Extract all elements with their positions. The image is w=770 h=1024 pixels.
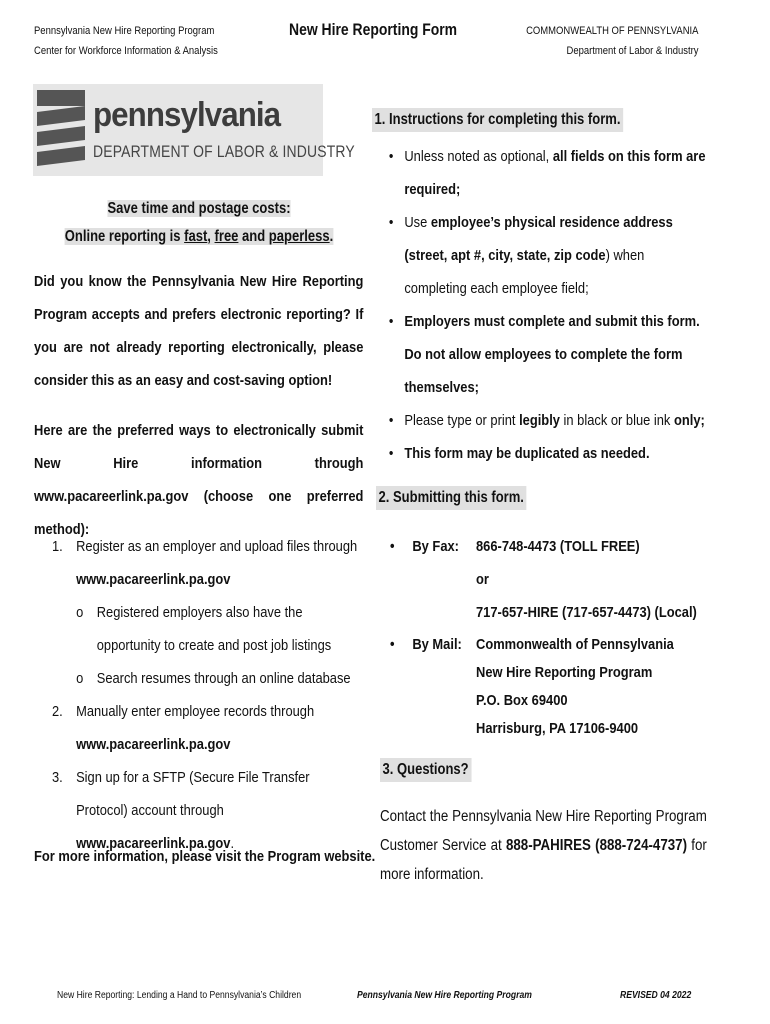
customer-service-phone: 888-PAHIRES (888-724-4737) (505, 837, 688, 854)
method-sub-item-2: o Search resumes through an online database (76, 670, 351, 687)
method-item-2: 2. Manually enter employee records through www.pacareerlink.pa.gov (52, 703, 315, 753)
section2-title: 2. Submitting this form. (376, 486, 526, 510)
instruction-bullet-4: • Please type or print legibly in black or blue ink only; (382, 404, 709, 437)
promo-paperless: paperless (268, 228, 330, 245)
footer-revised: REVISED 04 2022 (620, 990, 692, 1001)
pacareerlink-link-1[interactable]: www.pacareerlink.pa.gov (76, 571, 231, 588)
submit-methods (390, 530, 734, 743)
logo-subtitle: DEPARTMENT OF LABOR & INDUSTRY (93, 142, 355, 161)
more-info-text: For more information, please visit the Program website. (34, 848, 376, 865)
instructions-list (382, 140, 709, 470)
keystone-logo-icon (33, 84, 89, 176)
method-item-1: 1. Register as an employer and upload files through www.pacareerlink.pa.gov (52, 538, 358, 588)
fax-tollfree: 866-748-4473 (TOLL FREE) (476, 538, 640, 555)
section3-title: 3. Questions? (380, 758, 471, 782)
promo-box (34, 195, 364, 251)
footer-slogan: New Hire Reporting: Lending a Hand to Pennsylvania’s Children (57, 990, 302, 1001)
mail-line2: New Hire Reporting Program (476, 664, 653, 681)
pa-dli-logo (33, 84, 355, 176)
promo-line2: Online reporting is fast, free and paperless. (64, 228, 334, 245)
program-name: Pennsylvania New Hire Reporting Program (34, 25, 215, 37)
logo-wordmark: pennsylvania (93, 96, 281, 134)
header-left (34, 21, 218, 61)
methods-list (52, 530, 362, 860)
mail-line3: P.O. Box 69400 (476, 692, 568, 709)
promo-line1: Save time and postage costs: (107, 200, 291, 217)
fax-local: 717-657-HIRE (717-657-4473) (Local) (476, 604, 697, 621)
fax-label: By Fax: (412, 538, 459, 555)
section1-title: 1. Instructions for completing this form. (372, 108, 623, 132)
method-sub-item-1: o Registered employers also have the opportunity to create and post job listings (76, 604, 332, 654)
commonwealth-name: COMMONWEALTH OF PENNSYLVANIA (525, 25, 698, 37)
instruction-bullet-3: • Employers must complete and submit this form. Do not allow employees to complete the form themselves; (382, 305, 709, 404)
fax-block: • By Fax: 866-748-4473 (TOLL FREE) or 717-657-HIRE (717-657-4473) (Local) (390, 530, 734, 629)
fax-or: or (476, 571, 489, 588)
department-name: Department of Labor & Industry (566, 45, 698, 57)
promo-fast: fast (184, 228, 208, 245)
pacareerlink-link-2[interactable]: www.pacareerlink.pa.gov (76, 736, 231, 753)
questions-text: Contact the Pennsylvania New Hire Reporting Program Customer Service at 888-PAHIRES (888-724-4737) for more information. (380, 808, 707, 883)
section3-title-wrap (380, 758, 471, 782)
footer-program: Pennsylvania New Hire Reporting Program (357, 990, 532, 1001)
section2-title-wrap (376, 486, 526, 510)
promo-free: free (214, 228, 239, 245)
instruction-bullet-5: • This form may be duplicated as needed. (382, 437, 709, 470)
section1-title-wrap (372, 108, 623, 132)
mail-label: By Mail: (412, 636, 462, 653)
method-item-3: 3. Sign up for a SFTP (Secure File Transfer Protocol) account through www.pacareerlink.pa.gov. (52, 769, 310, 852)
pacareerlink-link-3[interactable]: www.pacareerlink.pa.gov (76, 835, 231, 852)
form-title: New Hire Reporting Form (289, 20, 458, 39)
preferred-ways-paragraph: Here are the preferred ways to electronically submit New Hire information through www.pacareerlink.pa.gov (choose one preferred method): (34, 422, 364, 538)
mail-line1: Commonwealth of Pennsylvania (476, 636, 674, 653)
center-name: Center for Workforce Information & Analysis (34, 45, 218, 57)
instruction-bullet-1: • Unless noted as optional, all fields on this form are required; (382, 140, 709, 206)
instruction-bullet-2: • Use employee’s physical residence address (street, apt #, city, state, zip code) when completing each employee field; (382, 206, 709, 305)
header-right (526, 21, 698, 61)
mail-block: • By Mail: Commonwealth of Pennsylvania New Hire Reporting Program P.O. Box 69400 Harrisburg, PA 17106-9400 (390, 629, 734, 743)
mail-line4: Harrisburg, PA 17106-9400 (476, 720, 639, 737)
intro-paragraph: Did you know the Pennsylvania New Hire Reporting Program accepts and prefers electronic reporting? If you are not already reporting electronically, please consider this as an easy and cost-saving option! (34, 273, 364, 389)
